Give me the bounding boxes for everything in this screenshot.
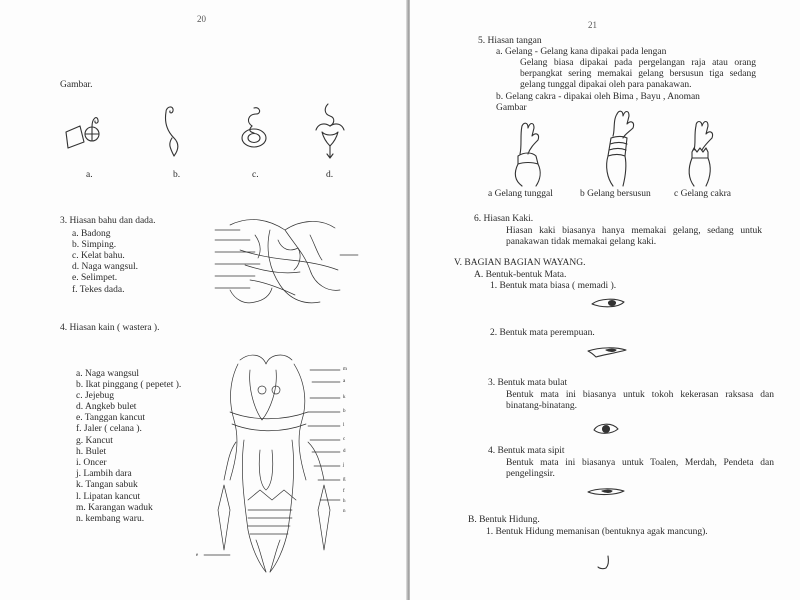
diagram-letter: m: [343, 367, 347, 372]
hand-caption-a: a Gelang tunggal: [488, 189, 553, 199]
ornament-figure-b: [160, 104, 190, 159]
section3-item: f. Tekes dada.: [72, 285, 125, 295]
figure-caption-c: c.: [252, 170, 259, 180]
section4-title: 4. Hiasan kain ( wastera ).: [60, 323, 160, 333]
cloth-diagram: [200, 350, 360, 580]
section5-gambar-label: Gambar: [496, 103, 527, 113]
section5-b-title: b. Gelang cakra - dipakai oleh Bima , Bayu , Anoman: [496, 92, 700, 102]
section6-title: 6. Hiasan Kaki.: [474, 214, 534, 224]
section5-title: 5. Hiasan tangan: [478, 36, 542, 46]
ornament-figure-d: [310, 100, 350, 162]
section4-item: j. Lambih dara: [76, 469, 132, 479]
diagram-letter: e: [196, 553, 199, 558]
eye-type-4: 4. Bentuk mata sipit: [488, 446, 565, 456]
eye-type-4-body: Bentuk mata ini biasanya untuk Toalen, Merdah, Pendeta dan pengelingsir.: [506, 458, 774, 479]
right-page: [410, 0, 800, 600]
hand-gelang-bersusun: [595, 108, 645, 188]
gambar-label: Gambar.: [60, 80, 93, 90]
right-page-number: 21: [588, 20, 597, 30]
section5-a-title: a. Gelang - Gelang kana dipakai pada lengan: [496, 47, 667, 57]
diagram-letter: a: [343, 379, 346, 384]
section-v-title: V. BAGIAN BAGIAN WAYANG.: [454, 258, 586, 268]
section3-item: d. Naga wangsul.: [72, 262, 138, 272]
eye-type-3-body: Bentuk mata ini biasanya untuk tokoh kekerasan raksasa dan binatang-binatang.: [506, 390, 774, 411]
ornament-figure-c: [234, 104, 274, 154]
section3-item: e. Selimpet.: [72, 273, 118, 283]
eye-type-1: 1. Bentuk mata biasa ( memadi ).: [490, 281, 617, 291]
diagram-letter: c: [343, 437, 346, 442]
hand-caption-c: c Gelang cakra: [674, 189, 731, 199]
eye-type-3: 3. Bentuk mata bulat: [488, 378, 568, 388]
diagram-letter: h: [343, 499, 346, 504]
section3-title: 3. Hiasan bahu dan dada.: [60, 216, 156, 226]
ornament-figure-a: [62, 112, 112, 157]
eye-perempuan-drawing: [586, 343, 630, 359]
section-b-title: B. Bentuk Hidung.: [468, 515, 540, 525]
nose-type-1: 1. Bentuk Hidung memanisan (bentuknya agak mancung).: [486, 527, 708, 537]
section4-item: h. Bulet: [76, 447, 107, 457]
section4-item: k. Tangan sabuk: [76, 480, 138, 490]
section4-item: e. Tanggan kancut: [76, 413, 146, 423]
section4-item: c. Jejebug: [76, 391, 114, 401]
diagram-letter: g: [343, 477, 346, 482]
section6-body: Hiasan kaki biasanya hanya memakai gelang, sedang untuk panakawan tidak memakai gelang kaki.: [506, 226, 762, 247]
section4-item: a. Naga wangsul: [76, 369, 140, 379]
section3-item: b. Simping.: [72, 240, 117, 250]
hand-caption-b: b Gelang bersusun: [580, 189, 651, 199]
section4-item: b. Ikat pinggang ( pepetet ).: [76, 380, 182, 390]
section3-item: c. Kelat bahu.: [72, 251, 125, 261]
eye-bulat-drawing: [592, 420, 622, 438]
left-page-number: 20: [197, 14, 206, 24]
section4-item: d. Angkeb bulet: [76, 402, 137, 412]
diagram-letter: b: [343, 409, 346, 414]
eye-sipit-drawing: [586, 485, 628, 499]
eye-type-2: 2. Bentuk mata perempuan.: [490, 328, 595, 338]
diagram-letter: l: [343, 423, 345, 428]
figure-caption-d: d.: [326, 170, 334, 180]
section4-item: l. Lipatan kancut: [76, 492, 141, 502]
diagram-letter: n: [343, 509, 346, 514]
hand-gelang-cakra: [678, 118, 728, 188]
diagram-letter: f: [343, 489, 345, 494]
section4-item: f. Jaler ( celana ).: [76, 424, 142, 434]
section3-item: a. Badong: [72, 229, 111, 239]
section4-item: n. kembang waru.: [76, 514, 145, 524]
section4-item: i. Oncer: [76, 458, 107, 468]
hand-gelang-tunggal: [508, 118, 558, 188]
diagram-letter: k: [343, 395, 346, 400]
shoulder-chest-diagram: [210, 210, 360, 310]
diagram-letter: j: [343, 463, 345, 468]
nose-drawing: [596, 554, 616, 574]
figure-caption-a: a.: [86, 170, 93, 180]
diagram-letter: d: [343, 449, 346, 454]
eye-biasa-drawing: [590, 296, 630, 312]
section5-a-body: Gelang biasa dipakai pada pergelangan raja atau orang berpangkat sering memakai gelang bersusun tiga sedang gelang tunggal dipakai oleh para panakawan.: [520, 58, 756, 90]
section4-item: g. Kancut: [76, 436, 113, 446]
section4-item: m. Karangan waduk: [76, 503, 153, 513]
section-a-title: A. Bentuk-bentuk Mata.: [474, 270, 567, 280]
figure-caption-b: b.: [173, 170, 181, 180]
